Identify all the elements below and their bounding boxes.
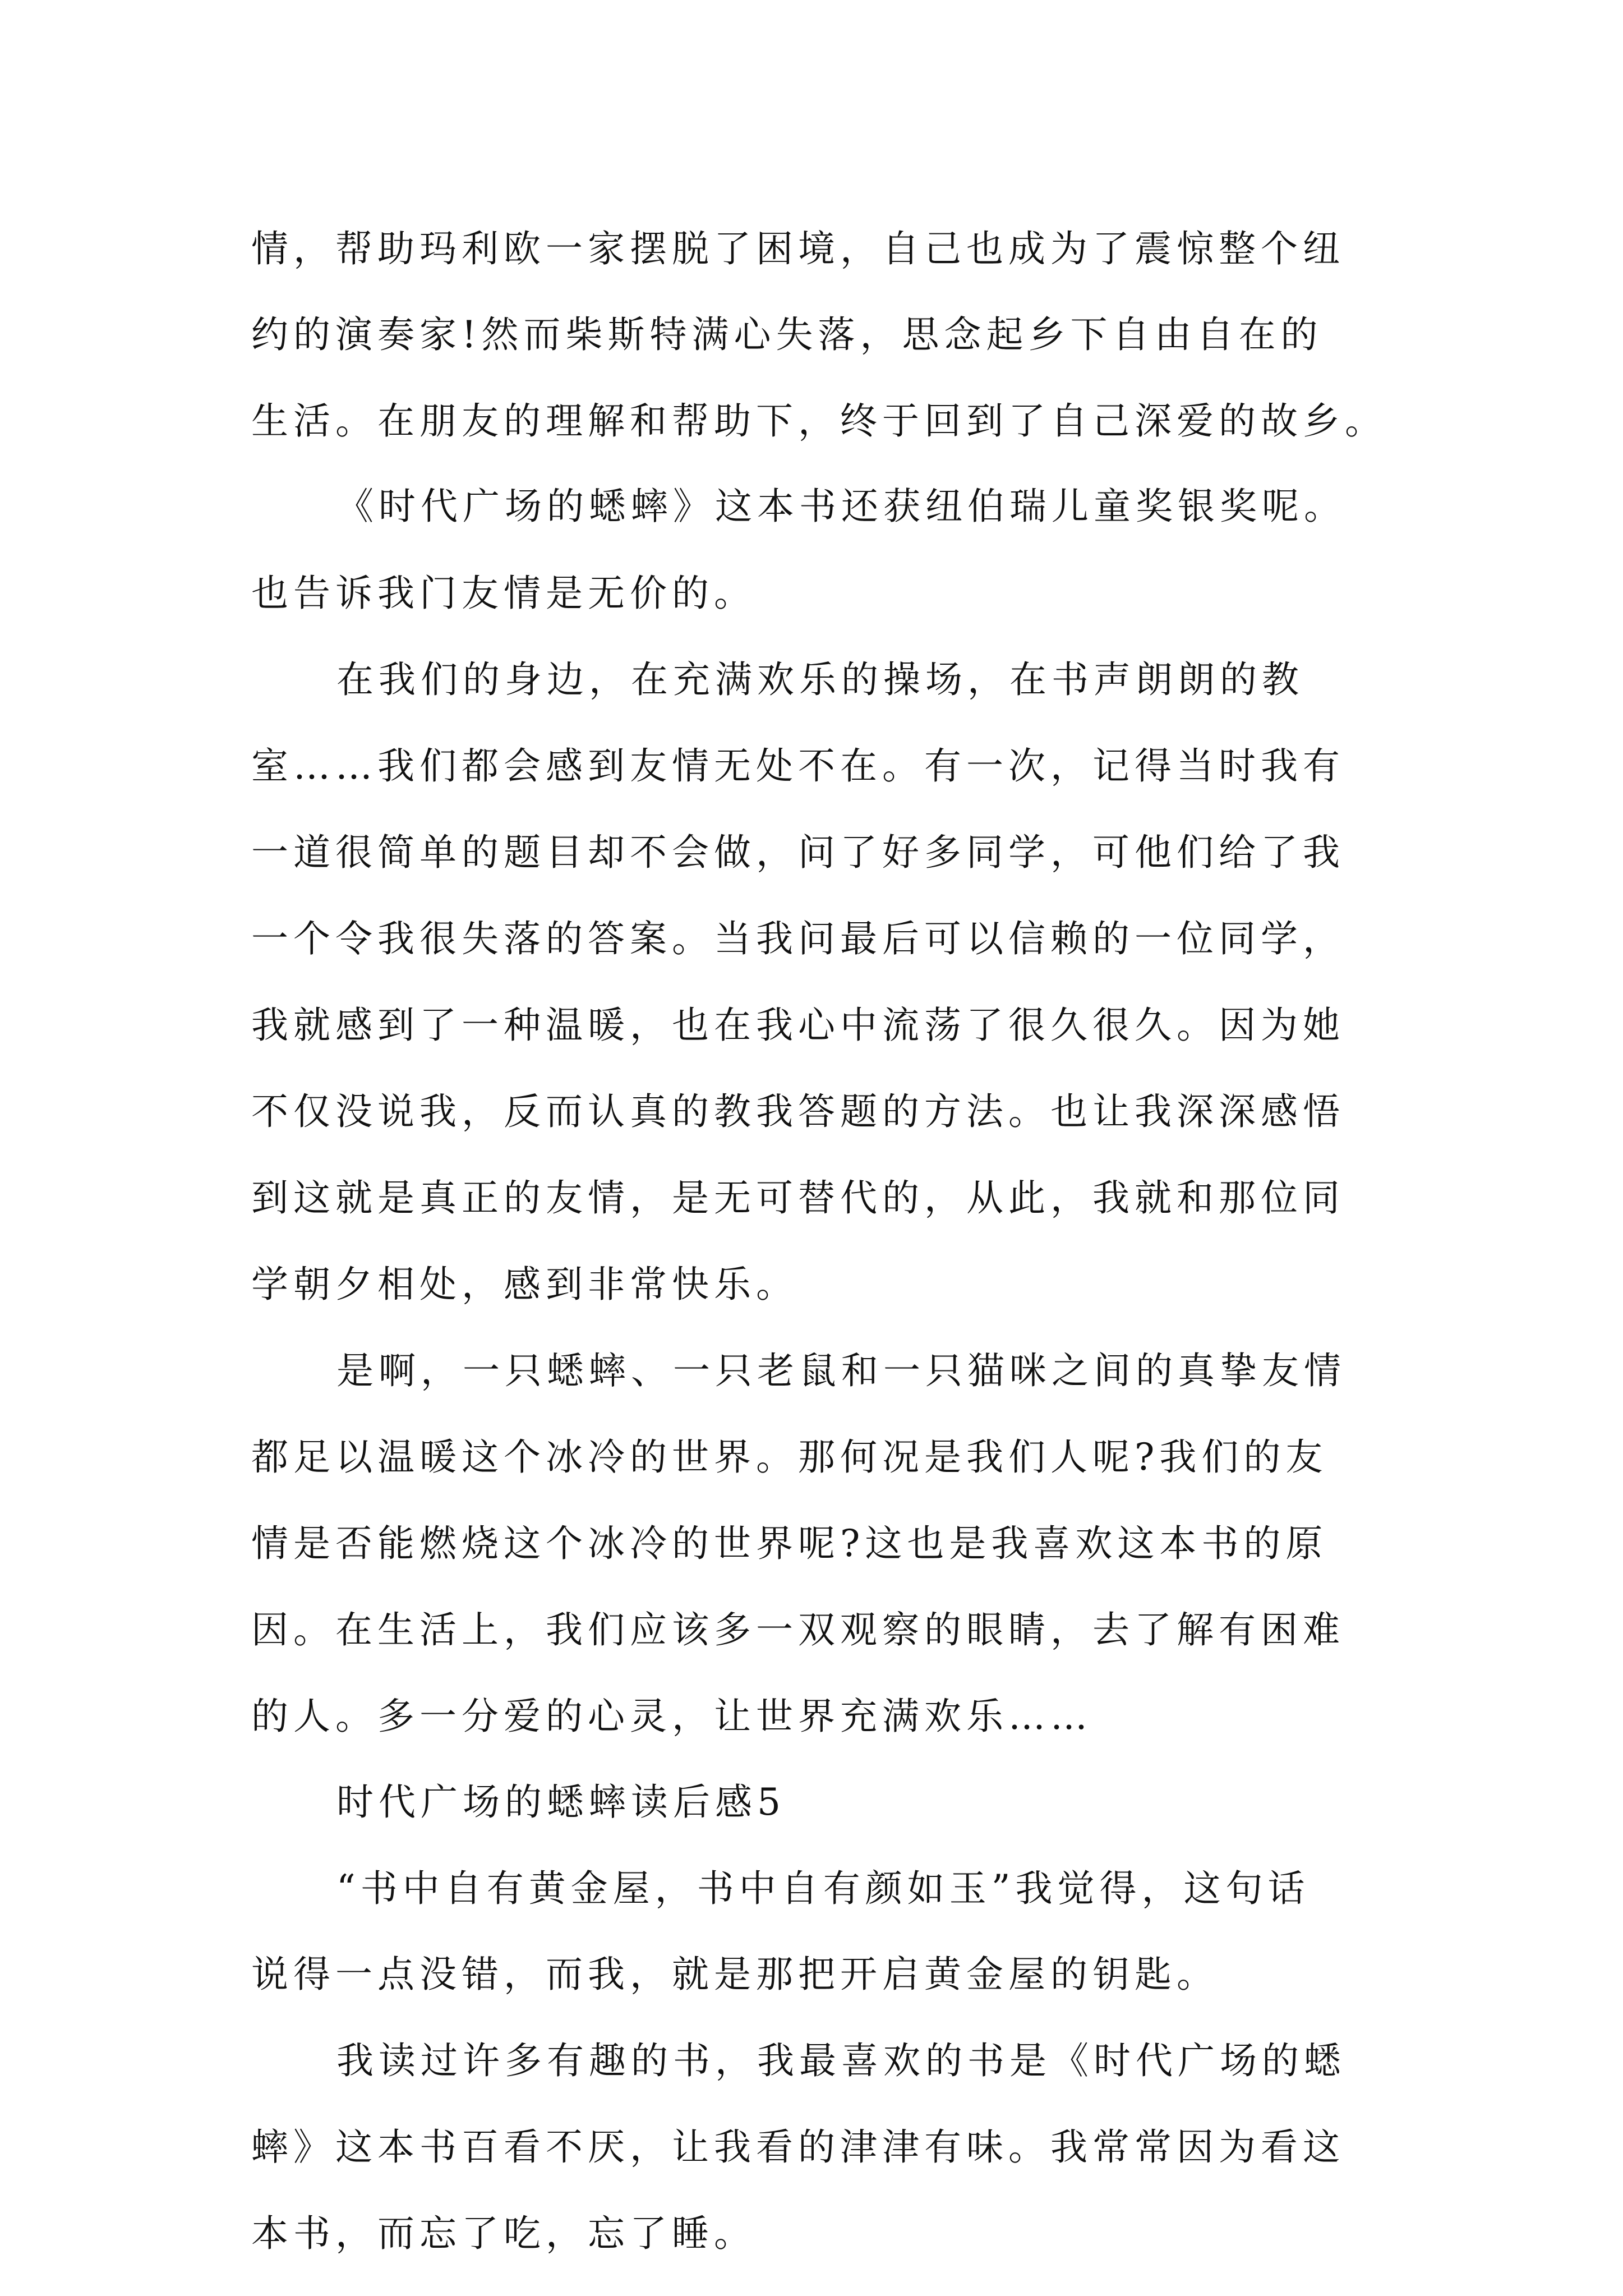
text-line: 约的演奏家!然而柴斯特满心失落，思念起乡下自由自在的 — [251, 313, 1323, 356]
text-line: 情，帮助玛利欧一家摆脱了困境，自己也成为了震惊整个纽 — [251, 227, 1345, 270]
paragraph-start-line: 在我们的身边，在充满欢乐的操场，在书声朗朗的教 — [336, 658, 1304, 701]
paragraph-start-line: 我读过许多有趣的书，我最喜欢的书是《时代广场的蟋 — [336, 2039, 1346, 2082]
paragraph-start-line: 是啊，一只蟋蟀、一只老鼠和一只猫咪之间的真挚友情 — [336, 1349, 1346, 1392]
text-line: 因。在生活上，我们应该多一双观察的眼睛，去了解有困难 — [251, 1608, 1345, 1651]
text-line: 本书，而忘了吃，忘了睡。 — [251, 2212, 756, 2255]
text-line: 情是否能燃烧这个冰冷的世界呢?这也是我喜欢这本书的原 — [251, 1522, 1328, 1565]
text-line: 到这就是真正的友情，是无可替代的，从此，我就和那位同 — [251, 1176, 1345, 1220]
text-line: 室……我们都会感到友情无处不在。有一次，记得当时我有 — [251, 744, 1345, 788]
text-line: 蟀》这本书百看不厌，让我看的津津有味。我常常因为看这 — [251, 2125, 1345, 2169]
text-line: 都足以温暖这个冰冷的世界。那何况是我们人呢?我们的友 — [251, 1435, 1328, 1479]
text-line: 一道很简单的题目却不会做，问了好多同学，可他们给了我 — [251, 831, 1345, 874]
text-line: 一个令我很失落的答案。当我问最后可以信赖的一位同学， — [251, 917, 1345, 960]
text-line: 也告诉我门友情是无价的。 — [251, 572, 756, 615]
text-line: 学朝夕相处，感到非常快乐。 — [251, 1263, 798, 1306]
text-line: 生活。在朋友的理解和帮助下，终于回到了自己深爱的故乡。 — [251, 399, 1387, 443]
paragraph-start-line: 《时代广场的蟋蟀》这本书还获纽伯瑞儿童奖银奖呢。 — [336, 485, 1346, 528]
section-heading: 时代广场的蟋蟀读后感5 — [336, 1780, 786, 1824]
paragraph-start-line: “书中自有黄金屋，书中自有颜如玉”我觉得，这句话 — [336, 1867, 1310, 1910]
text-line: 说得一点没错，而我，就是那把开启黄金屋的钥匙。 — [251, 1953, 1219, 1996]
text-line: 的人。多一分爱的心灵，让世界充满欢乐…… — [251, 1695, 1092, 1738]
text-line: 不仅没说我，反而认真的教我答题的方法。也让我深深感悟 — [251, 1090, 1345, 1133]
text-line: 我就感到了一种温暖，也在我心中流荡了很久很久。因为她 — [251, 1004, 1345, 1047]
